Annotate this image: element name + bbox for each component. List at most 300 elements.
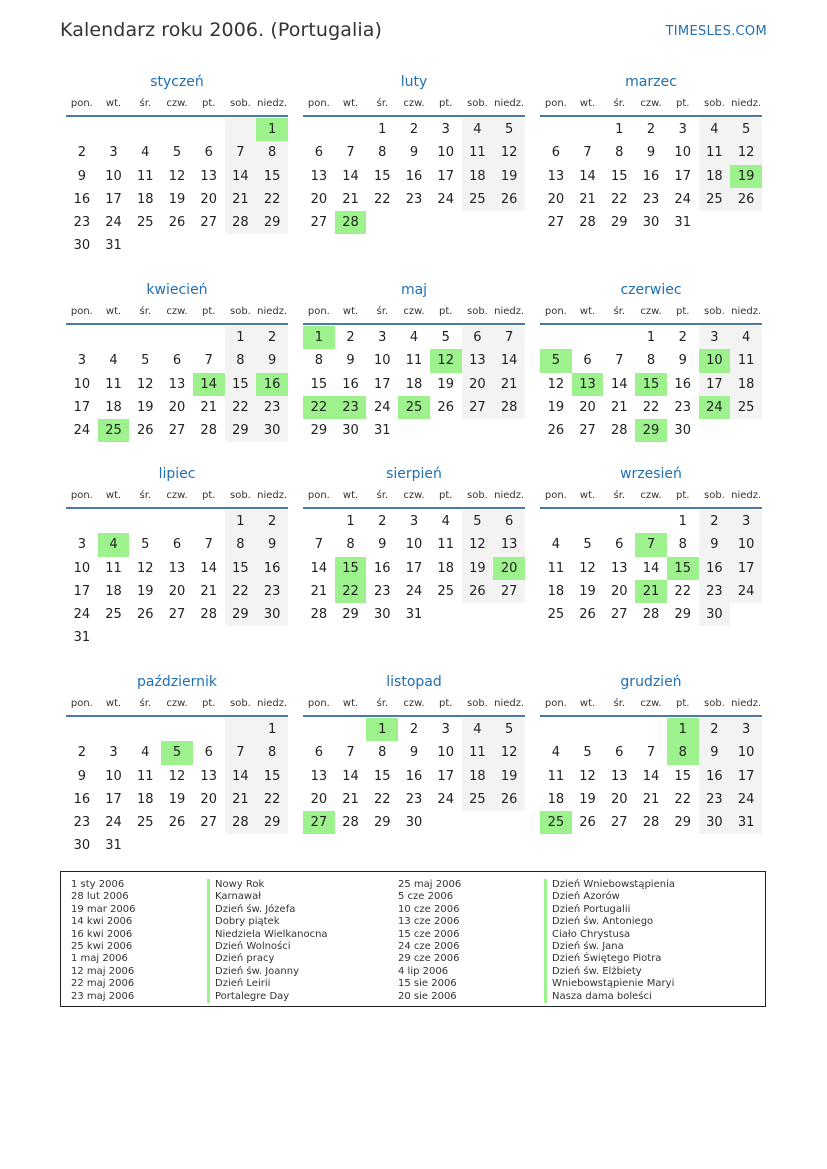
calendar-day[interactable]: 19 bbox=[168, 191, 186, 207]
calendar-day[interactable]: 19 bbox=[547, 399, 565, 415]
calendar-day[interactable]: 30 bbox=[73, 238, 91, 254]
calendar-day[interactable]: 17 bbox=[674, 168, 691, 184]
calendar-day[interactable]: 16 bbox=[674, 376, 691, 392]
calendar-day[interactable]: 29 bbox=[342, 607, 359, 623]
calendar-day[interactable]: 16 bbox=[642, 168, 660, 184]
calendar-day[interactable]: 3 bbox=[678, 122, 687, 137]
calendar-day[interactable]: 3 bbox=[109, 145, 118, 161]
calendar-day[interactable]: 8 bbox=[314, 353, 323, 369]
calendar-day[interactable]: 13 bbox=[168, 376, 186, 392]
calendar-day[interactable]: 26 bbox=[137, 607, 154, 623]
calendar-day[interactable]: 28 bbox=[200, 423, 217, 439]
calendar-day[interactable]: 1 bbox=[303, 326, 335, 349]
calendar-day[interactable]: 6 bbox=[204, 145, 213, 161]
calendar-day[interactable]: 13 bbox=[168, 560, 186, 576]
calendar-day[interactable]: 4 bbox=[109, 353, 118, 369]
calendar-day[interactable]: 27 bbox=[200, 215, 217, 231]
calendar-day[interactable]: 25 bbox=[137, 815, 154, 831]
calendar-day[interactable]: 30 bbox=[73, 838, 91, 854]
calendar-day[interactable]: 18 bbox=[462, 765, 494, 788]
calendar-day[interactable]: 17 bbox=[730, 557, 762, 580]
calendar-day[interactable]: 14 bbox=[642, 768, 660, 784]
calendar-day[interactable]: 13 bbox=[200, 768, 217, 784]
calendar-day[interactable]: 11 bbox=[547, 560, 565, 576]
calendar-day[interactable]: 6 bbox=[583, 353, 592, 369]
calendar-day[interactable]: 2 bbox=[646, 122, 656, 137]
calendar-day[interactable]: 29 bbox=[256, 211, 288, 234]
calendar-day[interactable]: 8 bbox=[346, 537, 355, 553]
calendar-day[interactable]: 10 bbox=[674, 145, 691, 161]
calendar-day[interactable]: 12 bbox=[137, 376, 154, 392]
calendar-day[interactable]: 5 bbox=[583, 537, 592, 553]
calendar-day[interactable]: 18 bbox=[547, 583, 565, 599]
calendar-day[interactable]: 21 bbox=[225, 788, 257, 811]
calendar-day[interactable]: 24 bbox=[73, 607, 91, 623]
calendar-day[interactable]: 13 bbox=[611, 768, 628, 784]
calendar-day[interactable]: 11 bbox=[105, 560, 122, 576]
calendar-day[interactable]: 14 bbox=[611, 376, 628, 392]
calendar-day[interactable]: 14 bbox=[493, 349, 525, 372]
calendar-day[interactable]: 8 bbox=[378, 145, 387, 161]
calendar-day[interactable]: 28 bbox=[342, 815, 359, 831]
calendar-day[interactable]: 10 bbox=[730, 533, 762, 556]
calendar-day[interactable]: 7 bbox=[225, 141, 257, 164]
calendar-day[interactable]: 1 bbox=[366, 718, 398, 741]
calendar-day[interactable]: 14 bbox=[225, 765, 257, 788]
calendar-day[interactable]: 5 bbox=[493, 718, 525, 741]
calendar-day[interactable]: 15 bbox=[667, 557, 699, 580]
calendar-day[interactable]: 1 bbox=[615, 122, 624, 137]
calendar-day[interactable]: 7 bbox=[225, 741, 257, 764]
calendar-day[interactable]: 29 bbox=[611, 215, 628, 231]
calendar-day[interactable]: 14 bbox=[642, 560, 660, 576]
calendar-day[interactable]: 12 bbox=[547, 376, 565, 392]
calendar-day[interactable]: 23 bbox=[256, 396, 288, 419]
calendar-day[interactable]: 28 bbox=[225, 811, 257, 834]
calendar-day[interactable]: 24 bbox=[674, 191, 691, 207]
calendar-day[interactable]: 10 bbox=[405, 537, 423, 553]
calendar-day[interactable]: 4 bbox=[141, 145, 150, 161]
calendar-day[interactable]: 22 bbox=[335, 580, 367, 603]
calendar-day[interactable]: 16 bbox=[699, 765, 731, 788]
calendar-day[interactable]: 9 bbox=[77, 768, 86, 784]
calendar-day[interactable]: 15 bbox=[335, 557, 367, 580]
calendar-day[interactable]: 12 bbox=[493, 741, 525, 764]
calendar-day[interactable]: 26 bbox=[730, 188, 762, 211]
calendar-day[interactable]: 23 bbox=[73, 215, 91, 231]
calendar-day[interactable]: 19 bbox=[437, 376, 454, 392]
calendar-day[interactable]: 16 bbox=[73, 191, 91, 207]
calendar-day[interactable]: 2 bbox=[346, 330, 355, 345]
calendar-day[interactable]: 21 bbox=[635, 580, 667, 603]
calendar-day[interactable]: 28 bbox=[335, 211, 367, 234]
calendar-day[interactable]: 19 bbox=[137, 399, 154, 415]
calendar-day[interactable]: 23 bbox=[674, 399, 691, 415]
calendar-day[interactable]: 18 bbox=[137, 791, 154, 807]
calendar-day[interactable]: 22 bbox=[374, 191, 391, 207]
calendar-day[interactable]: 10 bbox=[437, 745, 454, 761]
calendar-day[interactable]: 23 bbox=[256, 580, 288, 603]
calendar-day[interactable]: 26 bbox=[437, 399, 454, 415]
calendar-day[interactable]: 21 bbox=[342, 791, 359, 807]
calendar-day[interactable]: 10 bbox=[437, 145, 454, 161]
calendar-day[interactable]: 7 bbox=[346, 745, 355, 761]
calendar-day[interactable]: 9 bbox=[378, 537, 387, 553]
calendar-day[interactable]: 14 bbox=[579, 168, 596, 184]
calendar-day[interactable]: 6 bbox=[462, 326, 494, 349]
calendar-day[interactable]: 16 bbox=[405, 168, 423, 184]
calendar-day[interactable]: 1 bbox=[678, 514, 687, 529]
calendar-day[interactable]: 7 bbox=[204, 353, 213, 369]
calendar-day[interactable]: 2 bbox=[678, 330, 687, 345]
calendar-day[interactable]: 18 bbox=[405, 376, 423, 392]
calendar-day[interactable]: 30 bbox=[699, 603, 731, 626]
calendar-day[interactable]: 3 bbox=[77, 537, 86, 553]
calendar-day[interactable]: 15 bbox=[374, 768, 391, 784]
calendar-day[interactable]: 24 bbox=[73, 423, 91, 439]
calendar-day[interactable]: 31 bbox=[73, 630, 91, 646]
calendar-day[interactable]: 24 bbox=[730, 788, 762, 811]
calendar-day[interactable]: 27 bbox=[303, 811, 335, 834]
calendar-day[interactable]: 26 bbox=[547, 423, 565, 439]
calendar-day[interactable]: 3 bbox=[409, 514, 419, 529]
calendar-day[interactable]: 2 bbox=[77, 145, 86, 161]
calendar-day[interactable]: 24 bbox=[699, 396, 731, 419]
calendar-day[interactable]: 17 bbox=[437, 168, 454, 184]
calendar-day[interactable]: 22 bbox=[256, 788, 288, 811]
brand-logo-text[interactable]: TIMESLES.COM bbox=[665, 24, 767, 39]
calendar-day[interactable]: 19 bbox=[579, 583, 596, 599]
calendar-day[interactable]: 5 bbox=[141, 537, 150, 553]
calendar-day[interactable]: 21 bbox=[642, 791, 660, 807]
calendar-day[interactable]: 16 bbox=[342, 376, 359, 392]
calendar-day[interactable]: 1 bbox=[256, 118, 288, 141]
calendar-day[interactable]: 30 bbox=[342, 423, 359, 439]
calendar-day[interactable]: 11 bbox=[462, 741, 494, 764]
calendar-day[interactable]: 24 bbox=[105, 815, 122, 831]
calendar-day[interactable]: 24 bbox=[374, 399, 391, 415]
calendar-day[interactable]: 3 bbox=[730, 718, 762, 741]
calendar-day[interactable]: 17 bbox=[374, 376, 391, 392]
calendar-day[interactable]: 26 bbox=[579, 815, 596, 831]
calendar-day[interactable]: 9 bbox=[346, 353, 355, 369]
calendar-day[interactable]: 21 bbox=[225, 188, 257, 211]
calendar-day[interactable]: 13 bbox=[310, 168, 328, 184]
calendar-day[interactable]: 27 bbox=[547, 215, 565, 231]
calendar-day[interactable]: 7 bbox=[635, 533, 667, 556]
calendar-day[interactable]: 13 bbox=[547, 168, 565, 184]
calendar-day[interactable]: 20 bbox=[611, 583, 628, 599]
calendar-day[interactable]: 16 bbox=[256, 373, 288, 396]
calendar-day[interactable]: 9 bbox=[256, 349, 288, 372]
calendar-day[interactable]: 29 bbox=[310, 423, 328, 439]
calendar-day[interactable]: 21 bbox=[200, 583, 217, 599]
calendar-day[interactable]: 25 bbox=[699, 188, 731, 211]
calendar-day[interactable]: 21 bbox=[310, 583, 328, 599]
calendar-day[interactable]: 3 bbox=[77, 353, 86, 369]
calendar-day[interactable]: 3 bbox=[378, 330, 387, 345]
calendar-day[interactable]: 23 bbox=[73, 815, 91, 831]
calendar-day[interactable]: 5 bbox=[583, 745, 592, 761]
calendar-day[interactable]: 17 bbox=[73, 399, 91, 415]
calendar-day[interactable]: 29 bbox=[374, 815, 391, 831]
calendar-day[interactable]: 17 bbox=[405, 560, 423, 576]
calendar-day[interactable]: 24 bbox=[437, 791, 454, 807]
calendar-day[interactable]: 12 bbox=[168, 768, 186, 784]
calendar-day[interactable]: 17 bbox=[730, 765, 762, 788]
calendar-day[interactable]: 31 bbox=[674, 215, 691, 231]
calendar-day[interactable]: 2 bbox=[77, 745, 86, 761]
calendar-day[interactable]: 15 bbox=[256, 165, 288, 188]
calendar-day[interactable]: 8 bbox=[225, 533, 257, 556]
calendar-day[interactable]: 15 bbox=[256, 765, 288, 788]
calendar-day[interactable]: 17 bbox=[73, 583, 91, 599]
calendar-day[interactable]: 5 bbox=[730, 118, 762, 141]
calendar-day[interactable]: 21 bbox=[342, 191, 359, 207]
calendar-day[interactable]: 19 bbox=[493, 165, 525, 188]
calendar-day[interactable]: 3 bbox=[441, 722, 450, 737]
calendar-day[interactable]: 2 bbox=[378, 514, 387, 529]
calendar-day[interactable]: 1 bbox=[667, 718, 699, 741]
calendar-day[interactable]: 20 bbox=[462, 373, 494, 396]
calendar-day[interactable]: 25 bbox=[462, 788, 494, 811]
calendar-day[interactable]: 8 bbox=[678, 537, 687, 553]
calendar-day[interactable]: 31 bbox=[105, 838, 122, 854]
calendar-day[interactable]: 26 bbox=[137, 423, 154, 439]
calendar-day[interactable]: 12 bbox=[137, 560, 154, 576]
calendar-day[interactable]: 13 bbox=[493, 533, 525, 556]
calendar-day[interactable]: 19 bbox=[137, 583, 154, 599]
calendar-day[interactable]: 28 bbox=[310, 607, 328, 623]
calendar-day[interactable]: 9 bbox=[409, 745, 419, 761]
calendar-day[interactable]: 11 bbox=[547, 768, 565, 784]
calendar-day[interactable]: 22 bbox=[642, 399, 660, 415]
calendar-day[interactable]: 22 bbox=[225, 396, 257, 419]
calendar-day[interactable]: 4 bbox=[409, 330, 419, 345]
calendar-day[interactable]: 20 bbox=[310, 791, 328, 807]
calendar-day[interactable]: 19 bbox=[579, 791, 596, 807]
calendar-day[interactable]: 17 bbox=[699, 373, 731, 396]
calendar-day[interactable]: 26 bbox=[168, 815, 186, 831]
calendar-day[interactable]: 2 bbox=[409, 122, 419, 137]
calendar-day[interactable]: 25 bbox=[398, 396, 430, 419]
calendar-day[interactable]: 4 bbox=[551, 537, 560, 553]
calendar-day[interactable]: 20 bbox=[579, 399, 596, 415]
calendar-day[interactable]: 22 bbox=[611, 191, 628, 207]
calendar-day[interactable]: 29 bbox=[256, 811, 288, 834]
calendar-day[interactable]: 9 bbox=[678, 353, 687, 369]
calendar-day[interactable]: 29 bbox=[635, 419, 667, 442]
calendar-day[interactable]: 4 bbox=[551, 745, 560, 761]
calendar-day[interactable]: 3 bbox=[441, 122, 450, 137]
calendar-day[interactable]: 22 bbox=[374, 791, 391, 807]
calendar-day[interactable]: 9 bbox=[77, 168, 86, 184]
calendar-day[interactable]: 25 bbox=[547, 607, 565, 623]
calendar-day[interactable]: 22 bbox=[303, 396, 335, 419]
calendar-day[interactable]: 27 bbox=[168, 607, 186, 623]
calendar-day[interactable]: 27 bbox=[462, 396, 494, 419]
calendar-day[interactable]: 27 bbox=[611, 607, 628, 623]
calendar-day[interactable]: 11 bbox=[405, 353, 423, 369]
calendar-day[interactable]: 17 bbox=[105, 191, 122, 207]
calendar-day[interactable]: 1 bbox=[646, 330, 656, 345]
calendar-day[interactable]: 25 bbox=[730, 396, 762, 419]
calendar-day[interactable]: 25 bbox=[437, 583, 454, 599]
calendar-day[interactable]: 25 bbox=[462, 188, 494, 211]
calendar-day[interactable]: 30 bbox=[642, 215, 660, 231]
calendar-day[interactable]: 26 bbox=[493, 188, 525, 211]
calendar-day[interactable]: 23 bbox=[642, 191, 660, 207]
calendar-day[interactable]: 6 bbox=[314, 145, 323, 161]
calendar-day[interactable]: 2 bbox=[699, 510, 731, 533]
calendar-day[interactable]: 29 bbox=[225, 419, 257, 442]
calendar-day[interactable]: 29 bbox=[674, 607, 691, 623]
calendar-day[interactable]: 15 bbox=[374, 168, 391, 184]
calendar-day[interactable]: 10 bbox=[105, 768, 122, 784]
calendar-day[interactable]: 10 bbox=[374, 353, 391, 369]
calendar-day[interactable]: 28 bbox=[611, 423, 628, 439]
calendar-day[interactable]: 15 bbox=[310, 376, 328, 392]
calendar-day[interactable]: 15 bbox=[674, 768, 691, 784]
calendar-day[interactable]: 22 bbox=[225, 580, 257, 603]
calendar-day[interactable]: 11 bbox=[699, 141, 731, 164]
calendar-day[interactable]: 4 bbox=[98, 533, 130, 556]
calendar-day[interactable]: 31 bbox=[374, 423, 391, 439]
calendar-day[interactable]: 27 bbox=[310, 215, 328, 231]
calendar-day[interactable]: 10 bbox=[73, 560, 91, 576]
calendar-day[interactable]: 9 bbox=[256, 533, 288, 556]
calendar-day[interactable]: 12 bbox=[579, 560, 596, 576]
calendar-day[interactable]: 18 bbox=[699, 165, 731, 188]
calendar-day[interactable]: 25 bbox=[137, 215, 154, 231]
calendar-day[interactable]: 14 bbox=[342, 768, 359, 784]
calendar-day[interactable]: 16 bbox=[256, 557, 288, 580]
calendar-day[interactable]: 29 bbox=[674, 815, 691, 831]
calendar-day[interactable]: 28 bbox=[579, 215, 596, 231]
calendar-day[interactable]: 23 bbox=[374, 583, 391, 599]
calendar-day[interactable]: 30 bbox=[256, 419, 288, 442]
calendar-day[interactable]: 15 bbox=[225, 373, 257, 396]
calendar-day[interactable]: 31 bbox=[405, 607, 423, 623]
calendar-day[interactable]: 26 bbox=[579, 607, 596, 623]
calendar-day[interactable]: 1 bbox=[378, 122, 387, 137]
calendar-day[interactable]: 2 bbox=[409, 722, 419, 737]
calendar-day[interactable]: 14 bbox=[200, 560, 217, 576]
calendar-day[interactable]: 28 bbox=[225, 211, 257, 234]
calendar-day[interactable]: 9 bbox=[699, 533, 731, 556]
calendar-day[interactable]: 27 bbox=[611, 815, 628, 831]
calendar-day[interactable]: 6 bbox=[551, 145, 560, 161]
calendar-day[interactable]: 4 bbox=[699, 118, 731, 141]
calendar-day[interactable]: 24 bbox=[105, 215, 122, 231]
calendar-day[interactable]: 26 bbox=[462, 580, 494, 603]
calendar-day[interactable]: 30 bbox=[374, 607, 391, 623]
calendar-day[interactable]: 1 bbox=[225, 510, 257, 533]
calendar-day[interactable]: 12 bbox=[730, 141, 762, 164]
calendar-day[interactable]: 13 bbox=[200, 168, 217, 184]
calendar-day[interactable]: 7 bbox=[493, 326, 525, 349]
calendar-day[interactable]: 25 bbox=[105, 607, 122, 623]
calendar-day[interactable]: 6 bbox=[493, 510, 525, 533]
calendar-day[interactable]: 12 bbox=[168, 168, 186, 184]
calendar-day[interactable]: 10 bbox=[730, 741, 762, 764]
calendar-day[interactable]: 24 bbox=[405, 583, 423, 599]
calendar-day[interactable]: 23 bbox=[405, 191, 423, 207]
calendar-day[interactable]: 18 bbox=[105, 583, 122, 599]
calendar-day[interactable]: 10 bbox=[699, 349, 731, 372]
calendar-day[interactable]: 14 bbox=[225, 165, 257, 188]
calendar-day[interactable]: 28 bbox=[642, 815, 660, 831]
calendar-day[interactable]: 7 bbox=[314, 537, 323, 553]
calendar-day[interactable]: 5 bbox=[493, 118, 525, 141]
calendar-day[interactable]: 25 bbox=[98, 419, 130, 442]
calendar-day[interactable]: 15 bbox=[225, 557, 257, 580]
calendar-day[interactable]: 24 bbox=[437, 191, 454, 207]
calendar-day[interactable]: 30 bbox=[699, 811, 731, 834]
calendar-day[interactable]: 2 bbox=[256, 510, 288, 533]
calendar-day[interactable]: 25 bbox=[540, 811, 572, 834]
calendar-day[interactable]: 29 bbox=[225, 603, 257, 626]
calendar-day[interactable]: 31 bbox=[105, 238, 122, 254]
calendar-day[interactable]: 4 bbox=[462, 118, 494, 141]
calendar-day[interactable]: 22 bbox=[674, 791, 691, 807]
calendar-day[interactable]: 16 bbox=[374, 560, 391, 576]
calendar-day[interactable]: 13 bbox=[611, 560, 628, 576]
calendar-day[interactable]: 6 bbox=[172, 537, 182, 553]
calendar-day[interactable]: 17 bbox=[105, 791, 122, 807]
calendar-day[interactable]: 5 bbox=[462, 510, 494, 533]
calendar-day[interactable]: 2 bbox=[256, 326, 288, 349]
calendar-day[interactable]: 20 bbox=[168, 583, 186, 599]
calendar-day[interactable]: 4 bbox=[462, 718, 494, 741]
calendar-day[interactable]: 23 bbox=[699, 788, 731, 811]
calendar-day[interactable]: 3 bbox=[109, 745, 118, 761]
calendar-day[interactable]: 11 bbox=[437, 537, 454, 553]
calendar-day[interactable]: 18 bbox=[437, 560, 454, 576]
calendar-day[interactable]: 13 bbox=[462, 349, 494, 372]
calendar-day[interactable]: 20 bbox=[310, 191, 328, 207]
calendar-day[interactable]: 30 bbox=[674, 423, 691, 439]
calendar-day[interactable]: 6 bbox=[615, 745, 624, 761]
calendar-day[interactable]: 11 bbox=[137, 168, 154, 184]
calendar-day[interactable]: 8 bbox=[667, 741, 699, 764]
calendar-day[interactable]: 20 bbox=[611, 791, 628, 807]
calendar-day[interactable]: 31 bbox=[730, 811, 762, 834]
calendar-day[interactable]: 1 bbox=[225, 326, 257, 349]
calendar-day[interactable]: 20 bbox=[547, 191, 565, 207]
calendar-day[interactable]: 30 bbox=[256, 603, 288, 626]
calendar-day[interactable]: 10 bbox=[105, 168, 122, 184]
calendar-day[interactable]: 8 bbox=[615, 145, 624, 161]
calendar-day[interactable]: 12 bbox=[579, 768, 596, 784]
calendar-day[interactable]: 22 bbox=[674, 583, 691, 599]
calendar-day[interactable]: 12 bbox=[430, 349, 462, 372]
calendar-day[interactable]: 6 bbox=[172, 353, 182, 369]
calendar-day[interactable]: 7 bbox=[615, 353, 624, 369]
calendar-day[interactable]: 15 bbox=[635, 373, 667, 396]
calendar-day[interactable]: 16 bbox=[73, 791, 91, 807]
calendar-day[interactable]: 26 bbox=[168, 215, 186, 231]
calendar-day[interactable]: 14 bbox=[342, 168, 359, 184]
calendar-day[interactable]: 27 bbox=[200, 815, 217, 831]
calendar-day[interactable]: 26 bbox=[493, 788, 525, 811]
calendar-day[interactable]: 23 bbox=[335, 396, 367, 419]
calendar-day[interactable]: 19 bbox=[730, 165, 762, 188]
calendar-day[interactable]: 3 bbox=[699, 326, 731, 349]
calendar-day[interactable]: 20 bbox=[168, 399, 186, 415]
calendar-day[interactable]: 19 bbox=[462, 557, 494, 580]
calendar-day[interactable]: 18 bbox=[137, 191, 154, 207]
